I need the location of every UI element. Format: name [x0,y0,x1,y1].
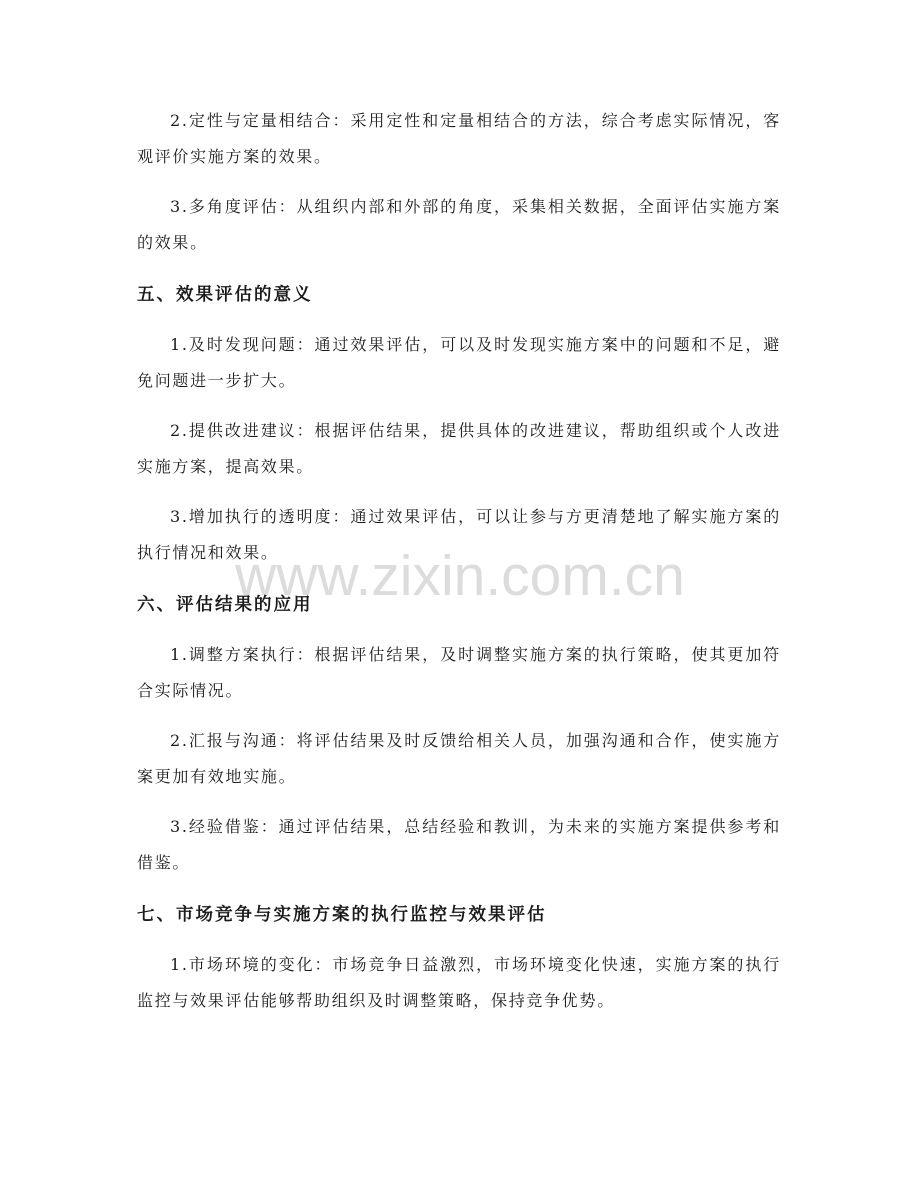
paragraph-line: 借鉴。 [137,853,191,872]
paragraph-line: 执行情况和效果。 [137,543,279,562]
paragraph-line: 1.及时发现问题：通过效果评估，可以及时发现实施方案中的问题和不足，避 [170,335,781,354]
paragraph-6-3 [137,809,781,881]
section-heading-6: 六、评估结果的应用 [137,595,313,615]
paragraph-6-2 [137,723,781,795]
paragraph-line: 2.汇报与沟通：将评估结果及时反馈给相关人员，加强沟通和合作，使实施方 [170,731,781,750]
paragraph-multi-angle-evaluation [137,189,781,261]
paragraph-line: 3.经验借鉴：通过评估结果，总结经验和教训，为未来的实施方案提供参考和 [170,817,781,836]
paragraph-line: 案更加有效地实施。 [137,767,297,786]
section-heading-7: 七、市场竞争与实施方案的执行监控与效果评估 [137,905,547,925]
paragraph-line: 2.定性与定量相结合：采用定性和定量相结合的方法，综合考虑实际情况，客 [170,111,781,130]
paragraph-line: 1.市场环境的变化：市场竞争日益激烈，市场环境变化快速，实施方案的执行 [170,955,781,974]
paragraph-5-2 [137,413,781,485]
paragraph-line: 免问题进一步扩大。 [137,371,297,390]
paragraph-7-1 [137,947,781,1019]
document-body [137,103,781,1033]
paragraph-line: 3.多角度评估：从组织内部和外部的角度，采集相关数据，全面评估实施方案 [170,197,781,216]
paragraph-qualitative-quantitative [137,103,781,175]
paragraph-line: 观评价实施方案的效果。 [137,147,332,166]
paragraph-5-3 [137,499,781,571]
paragraph-line: 实施方案，提高效果。 [137,457,315,476]
paragraph-line: 的效果。 [137,233,208,252]
paragraph-line: 1.调整方案执行：根据评估结果，及时调整实施方案的执行策略，使其更加符 [170,645,781,664]
paragraph-line: 2.提供改进建议：根据评估结果，提供具体的改进建议，帮助组织或个人改进 [170,421,781,440]
paragraph-line: 合实际情况。 [137,681,244,700]
paragraph-line: 3.增加执行的透明度：通过效果评估，可以让参与方更清楚地了解实施方案的 [170,507,781,526]
watermark: www.zixin.com.cn [235,544,685,608]
paragraph-6-1 [137,637,781,709]
paragraph-line: 监控与效果评估能够帮助组织及时调整策略，保持竞争优势。 [137,991,615,1010]
section-heading-5: 五、效果评估的意义 [137,285,313,305]
paragraph-5-1 [137,327,781,399]
